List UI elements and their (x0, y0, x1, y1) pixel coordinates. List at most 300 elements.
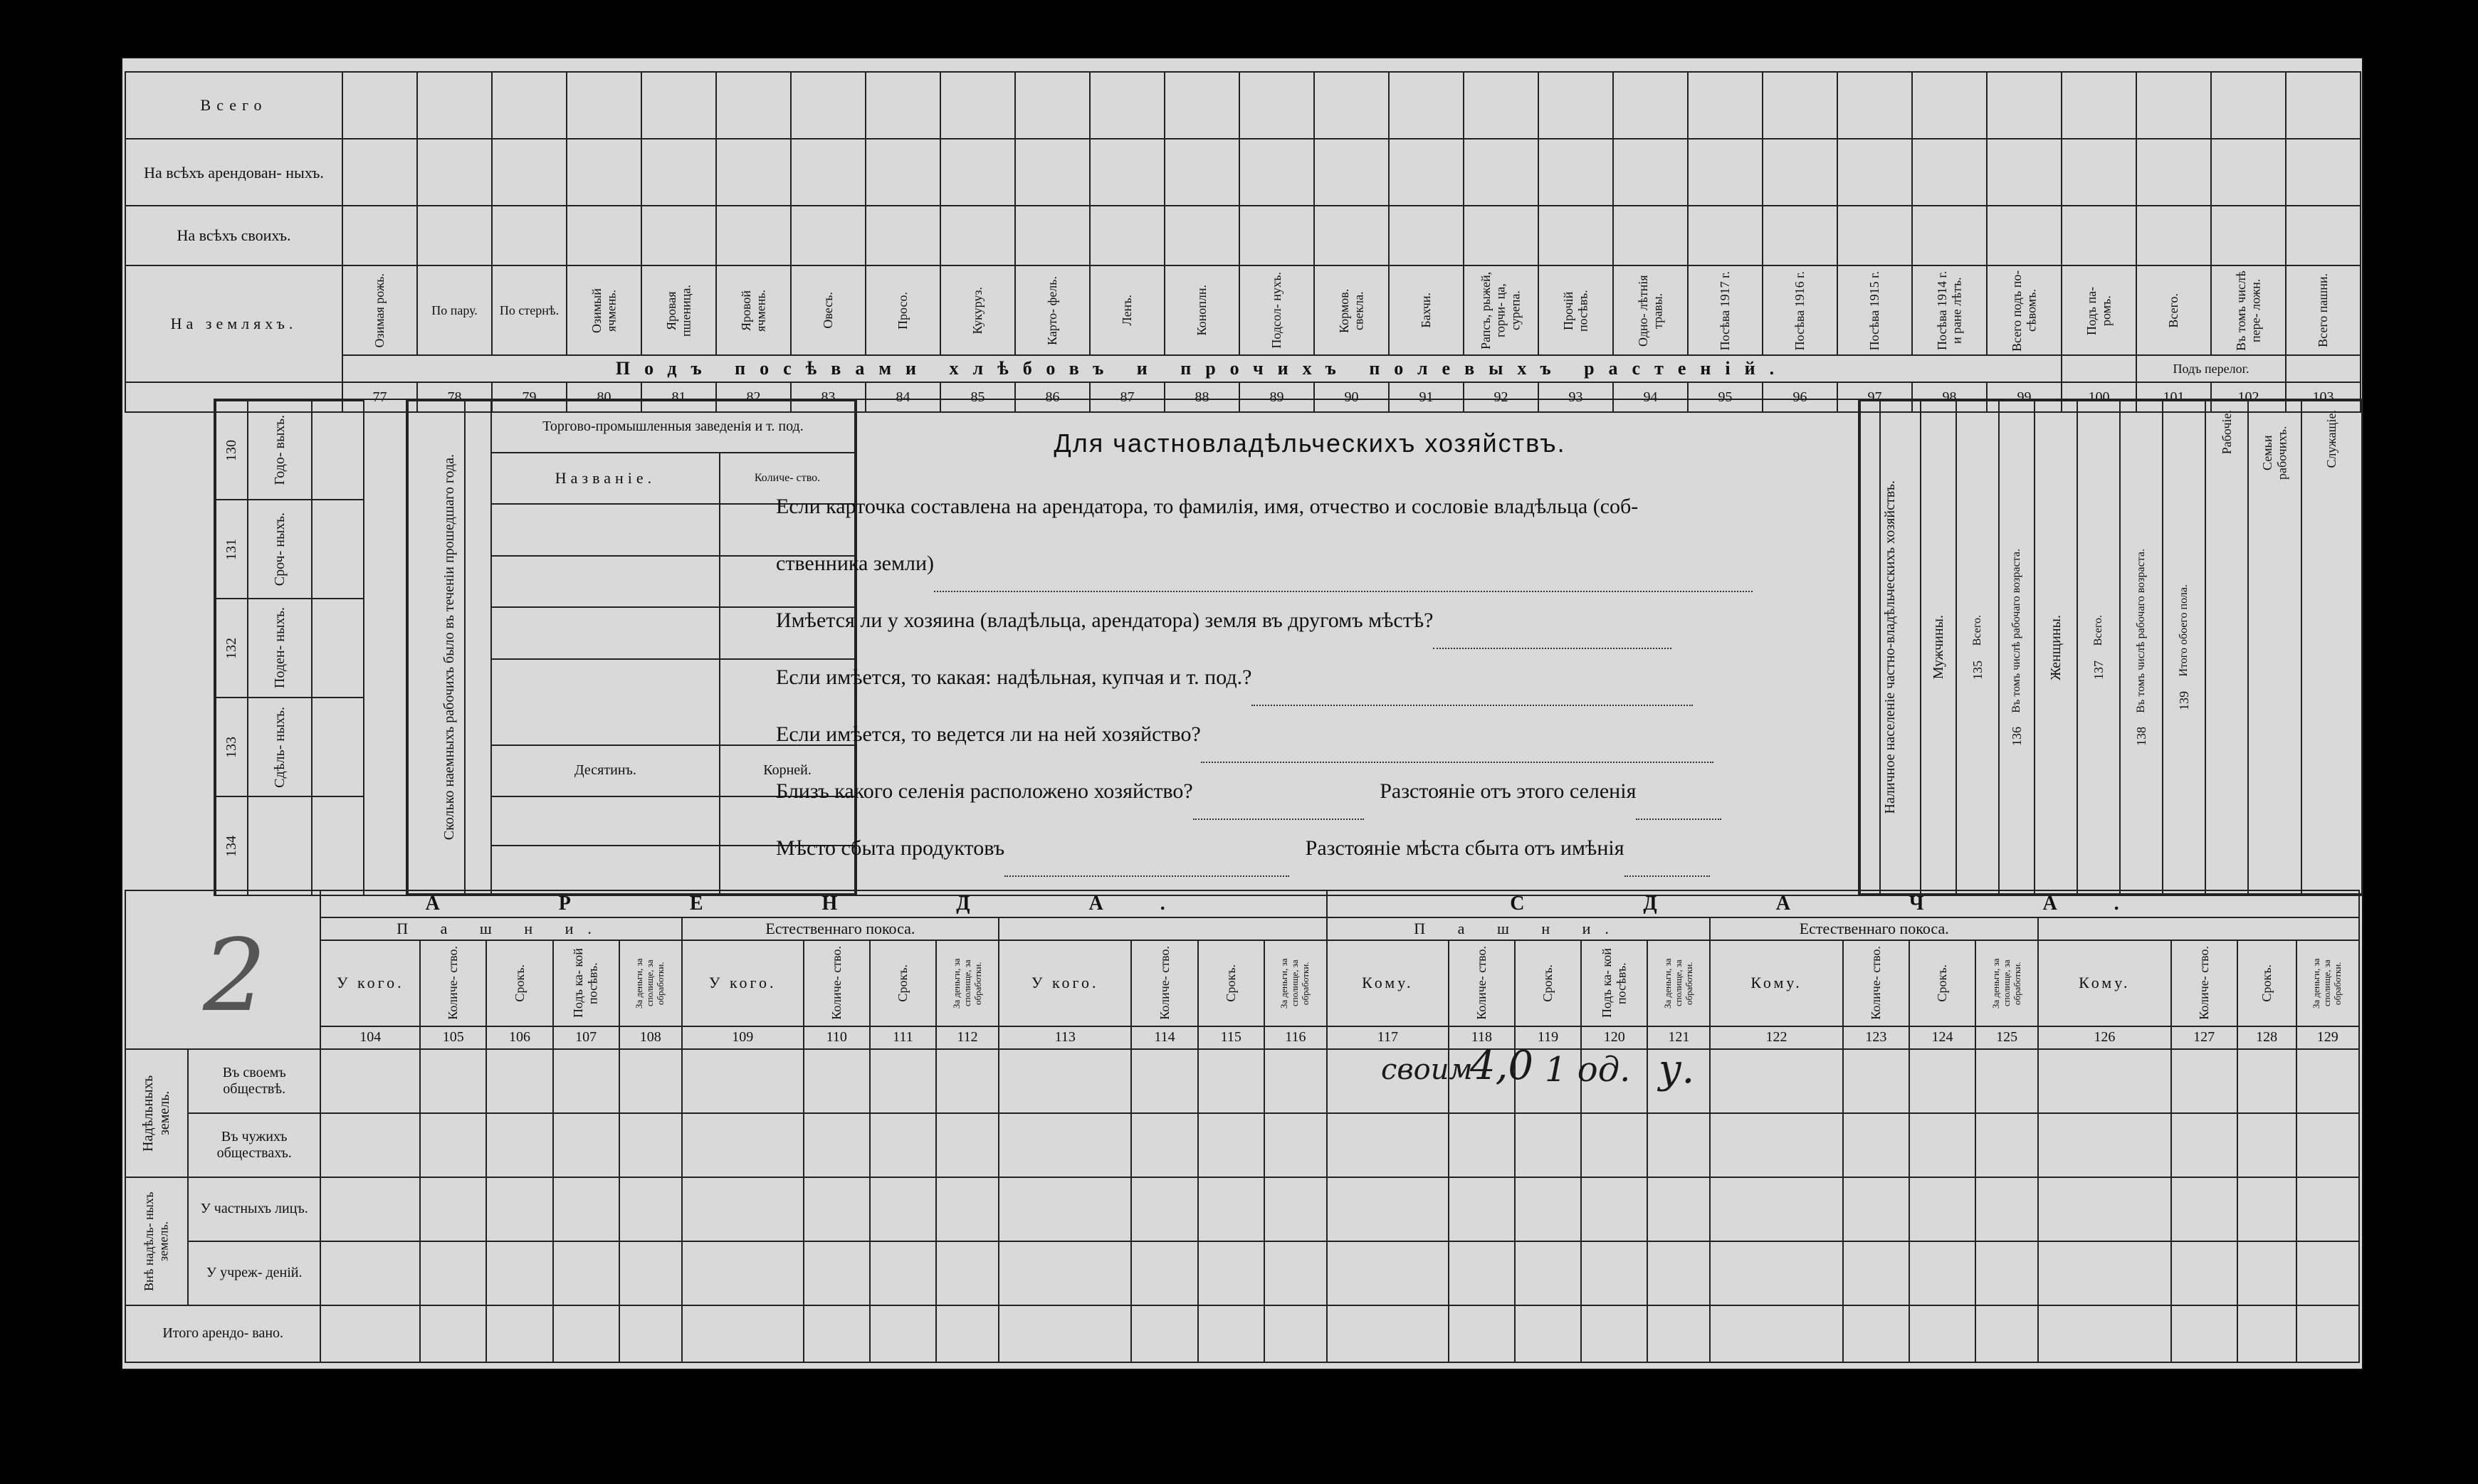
lease-col-label: Подъ ка- кой посѣвъ. (1600, 948, 1629, 1018)
lease-col-number: 128 (2237, 1026, 2296, 1049)
crop-cell[interactable] (1763, 139, 1837, 206)
lease-cell[interactable] (1264, 1177, 1327, 1241)
lease-cell[interactable] (1710, 1305, 1842, 1362)
lease-cell[interactable] (1909, 1113, 1975, 1177)
crop-cell[interactable] (1015, 72, 1090, 139)
lease-cell[interactable] (1909, 1177, 1975, 1241)
lease-cell[interactable] (2171, 1113, 2237, 1177)
lease-cell[interactable] (553, 1049, 619, 1113)
lease-col-header (553, 940, 619, 1026)
crop-col-label: Карто- фель. (1045, 275, 1060, 345)
lease-cell[interactable] (870, 1241, 936, 1305)
lease-cell[interactable] (320, 1241, 420, 1305)
crop-cell[interactable] (716, 206, 791, 265)
worker-value[interactable] (312, 401, 364, 500)
lease-cell[interactable] (1449, 1241, 1515, 1305)
crop-row-label: На всѣхъ своихъ. (125, 206, 342, 265)
handwritten-kolichestvo: 4,0 (1470, 1043, 1534, 1089)
lease-cell[interactable] (1449, 1113, 1515, 1177)
lease-cell[interactable] (1327, 1241, 1449, 1305)
lease-cell[interactable] (1843, 1305, 1909, 1362)
lease-cell[interactable] (1198, 1305, 1264, 1362)
lease-cell[interactable] (1710, 1177, 1842, 1241)
lease-cell[interactable] (1647, 1113, 1710, 1177)
lease-cell[interactable] (936, 1177, 999, 1241)
crop-col-header (1613, 265, 1688, 356)
perelog-group: Подъ перелог. (2136, 355, 2286, 382)
crop-cell[interactable] (342, 206, 417, 265)
lease-col-header: Кому. (1710, 940, 1842, 1026)
lease-cell[interactable] (1449, 1177, 1515, 1241)
lease-cell[interactable] (486, 1113, 552, 1177)
lease-cell[interactable] (553, 1305, 619, 1362)
lease-cell[interactable] (2038, 1049, 2170, 1113)
other-land-answer[interactable] (1433, 632, 1671, 649)
lease-cell[interactable] (1975, 1177, 2038, 1241)
crop-cell[interactable] (1314, 139, 1389, 206)
orchard-desyatin[interactable] (491, 796, 720, 845)
crop-cell[interactable] (1165, 139, 1239, 206)
lease-cell[interactable] (2171, 1305, 2237, 1362)
lease-cell[interactable] (1449, 1305, 1515, 1362)
crop-cell[interactable] (567, 206, 641, 265)
staff-col-label: Рабочiе. (2219, 410, 2234, 455)
crop-cell[interactable] (2136, 139, 2211, 206)
crop-col-label: Посѣва 1914 г. и ране лѣтъ. (1934, 270, 1964, 350)
lease-cell[interactable] (619, 1113, 682, 1177)
lease-cell[interactable] (1131, 1305, 1197, 1362)
pokos-group-header: Естественнаго покоса. (1710, 917, 2038, 940)
crop-cell[interactable] (940, 139, 1015, 206)
crop-cell[interactable] (1837, 206, 1912, 265)
crop-cell[interactable] (1688, 72, 1763, 139)
lease-cell[interactable] (999, 1241, 1131, 1305)
pop-col-label: Въ томъ числѣ рабочаго возраста. (2010, 548, 2022, 713)
lease-cell[interactable] (1327, 1305, 1449, 1362)
pop-col (1999, 401, 2035, 894)
crop-cell[interactable] (1090, 139, 1165, 206)
lease-col-label: Срокъ. (1540, 964, 1555, 1002)
lease-cell[interactable] (1327, 1177, 1449, 1241)
crop-cell[interactable] (1912, 139, 1987, 206)
crop-cell[interactable] (1538, 206, 1613, 265)
lease-cell[interactable] (870, 1049, 936, 1113)
lease-cell[interactable] (804, 1305, 870, 1362)
lease-cell[interactable] (2171, 1241, 2237, 1305)
trade-name-header: Названiе. (491, 453, 720, 505)
lease-cell[interactable] (2038, 1241, 2170, 1305)
worker-col-label-cell (248, 796, 312, 895)
trade-row[interactable] (491, 659, 720, 745)
lease-cell[interactable] (682, 1177, 804, 1241)
worker-value[interactable] (312, 698, 364, 796)
lease-cell[interactable] (1975, 1241, 2038, 1305)
lease-cell[interactable] (1710, 1241, 1842, 1305)
market-answer[interactable] (1004, 860, 1289, 877)
pop-col (2077, 401, 2120, 894)
handwritten-komu: своим (1381, 1053, 1473, 1086)
lease-cell[interactable] (320, 1113, 420, 1177)
lease-cell[interactable] (553, 1113, 619, 1177)
lease-cell[interactable] (1131, 1113, 1197, 1177)
worker-value[interactable] (312, 599, 364, 698)
crop-col-label: Посѣва 1916 г. (1792, 270, 1807, 350)
lease-col-label: За деньги, за сполище, за обработки. (950, 957, 983, 1009)
crop-cell[interactable] (866, 206, 940, 265)
lease-cell[interactable] (1975, 1049, 2038, 1113)
lease-cell[interactable] (2296, 1305, 2359, 1362)
lease-cell[interactable] (1843, 1113, 1909, 1177)
private-title: Для частновладѣльческихъ хозяйствъ. (1054, 428, 1566, 458)
worker-col-number (216, 796, 248, 895)
owner-answer[interactable] (934, 575, 1753, 592)
lease-cell[interactable] (1647, 1177, 1710, 1241)
crop-cell[interactable] (1763, 206, 1837, 265)
lease-col-header (1843, 940, 1909, 1026)
lease-col-header (1198, 940, 1264, 1026)
market-distance-answer[interactable] (1624, 860, 1710, 877)
lease-cell[interactable] (420, 1113, 486, 1177)
lease-cell[interactable] (2038, 1177, 2170, 1241)
lease-cell[interactable] (1198, 1177, 1264, 1241)
crop-cell[interactable] (1090, 72, 1165, 139)
crop-cell[interactable] (492, 139, 567, 206)
crop-cell[interactable] (716, 72, 791, 139)
crop-cell[interactable] (2286, 139, 2361, 206)
lease-cell[interactable] (1843, 1241, 1909, 1305)
village-distance-answer[interactable] (1636, 803, 1721, 820)
lease-cell[interactable] (2038, 1113, 2170, 1177)
crop-col-header (1837, 265, 1912, 356)
lease-cell[interactable] (2171, 1177, 2237, 1241)
crop-cell[interactable] (417, 206, 492, 265)
crop-cell[interactable] (1912, 206, 1987, 265)
lease-cell[interactable] (870, 1305, 936, 1362)
lease-cell[interactable] (2296, 1241, 2359, 1305)
crop-cell[interactable] (2062, 206, 2136, 265)
crop-col-label: Ленъ. (1120, 295, 1135, 326)
lease-cell[interactable] (1515, 1113, 1581, 1177)
lease-cell[interactable] (2237, 1177, 2296, 1241)
lease-col-label: За деньги, за сполище, за обработки. (1661, 957, 1694, 1009)
crop-cell[interactable] (2062, 72, 2136, 139)
lease-cell[interactable] (1131, 1049, 1197, 1113)
crop-cell[interactable] (1015, 139, 1090, 206)
worker-num: 132 (224, 637, 239, 659)
lease-col-number: 108 (619, 1026, 682, 1049)
lease-cell[interactable] (420, 1305, 486, 1362)
lease-cell[interactable] (2296, 1113, 2359, 1177)
lease-cell[interactable] (1264, 1305, 1327, 1362)
farming-answer[interactable] (1201, 746, 1713, 763)
q-near-village: Близъ какого селенiя расположено хозяйство? (776, 779, 1193, 803)
lease-cell[interactable] (619, 1049, 682, 1113)
crop-cell[interactable] (1538, 139, 1613, 206)
lease-cell[interactable] (420, 1241, 486, 1305)
lease-cell[interactable] (1198, 1241, 1264, 1305)
lease-cell[interactable] (870, 1177, 936, 1241)
lease-cell[interactable] (1909, 1049, 1975, 1113)
lease-cell[interactable] (1710, 1113, 1842, 1177)
lease-cell[interactable] (553, 1177, 619, 1241)
crop-cell[interactable] (2286, 206, 2361, 265)
lease-cell[interactable] (2237, 1113, 2296, 1177)
crop-cell[interactable] (2211, 206, 2286, 265)
crop-cell[interactable] (2286, 72, 2361, 139)
crop-cell[interactable] (1538, 72, 1613, 139)
lease-cell[interactable] (420, 1177, 486, 1241)
lease-cell[interactable] (1131, 1177, 1197, 1241)
worker-label: Сдѣль- ныхъ. (271, 706, 288, 788)
worker-col-number (216, 698, 248, 796)
lease-col-number: 123 (1843, 1026, 1909, 1049)
crop-cell[interactable] (1090, 206, 1165, 265)
trade-row[interactable] (491, 607, 720, 659)
lease-cell[interactable] (2237, 1241, 2296, 1305)
lease-col-number: 109 (682, 1026, 804, 1049)
crop-cell[interactable] (417, 72, 492, 139)
lease-col-number: 126 (2038, 1026, 2170, 1049)
lease-cell[interactable] (1710, 1049, 1842, 1113)
crop-cell[interactable] (641, 206, 716, 265)
crop-col-header (1165, 265, 1239, 356)
crop-row-label: Всего (125, 72, 342, 139)
lease-col-number: 115 (1198, 1026, 1264, 1049)
crop-cell[interactable] (1239, 206, 1314, 265)
crop-cell[interactable] (2136, 206, 2211, 265)
crop-col-number: 92 (1464, 382, 1538, 412)
crop-cell[interactable] (1165, 72, 1239, 139)
lease-cell[interactable] (420, 1049, 486, 1113)
crop-cell[interactable] (866, 72, 940, 139)
lease-cell[interactable] (486, 1305, 552, 1362)
crop-cell[interactable] (342, 72, 417, 139)
crop-cell[interactable] (1688, 206, 1763, 265)
crop-col-label: По пару. (431, 302, 478, 317)
lease-cell[interactable] (1909, 1305, 1975, 1362)
crop-col-number: 81 (641, 382, 716, 412)
crop-cell[interactable] (1987, 206, 2062, 265)
lease-cell[interactable] (1581, 1113, 1647, 1177)
lease-cell[interactable] (1131, 1241, 1197, 1305)
lease-cell[interactable] (1327, 1113, 1449, 1177)
staff-col (2248, 401, 2301, 894)
near-village-answer[interactable] (1193, 803, 1364, 820)
crop-cell[interactable] (1389, 139, 1464, 206)
lease-col-number: 120 (1581, 1026, 1647, 1049)
crop-cell[interactable] (641, 72, 716, 139)
lease-cell[interactable] (1909, 1241, 1975, 1305)
crop-cell[interactable] (866, 139, 940, 206)
worker-value[interactable] (312, 796, 364, 895)
lease-cell[interactable] (999, 1049, 1131, 1113)
lease-cell[interactable] (619, 1305, 682, 1362)
lease-cell[interactable] (1264, 1113, 1327, 1177)
crop-cell[interactable] (1165, 206, 1239, 265)
lease-cell[interactable] (1843, 1049, 1909, 1113)
crop-cell[interactable] (1314, 206, 1389, 265)
crop-cell[interactable] (1688, 139, 1763, 206)
lease-cell[interactable] (682, 1241, 804, 1305)
crop-cell[interactable] (1389, 206, 1464, 265)
pop-col-label: Всего. (1970, 615, 1983, 646)
lease-cell[interactable] (320, 1177, 420, 1241)
trade-qty-header: Количе- ство. (720, 453, 855, 505)
lease-cell[interactable] (1975, 1305, 2038, 1362)
lease-cell[interactable] (1647, 1305, 1710, 1362)
crop-cell[interactable] (940, 72, 1015, 139)
lease-cell[interactable] (804, 1177, 870, 1241)
crop-col-label: Бахчи. (1419, 293, 1434, 328)
lease-col-label: За деньги, за сполище, за обработки. (1990, 957, 2022, 1009)
crop-cell[interactable] (2062, 139, 2136, 206)
lease-cell[interactable] (1198, 1049, 1264, 1113)
land-type-answer[interactable] (1251, 689, 1693, 706)
lease-cell[interactable] (2237, 1305, 2296, 1362)
lease-col-number: 107 (553, 1026, 619, 1049)
lease-cell[interactable] (999, 1305, 1131, 1362)
lease-cell[interactable] (1515, 1241, 1581, 1305)
worker-value[interactable] (312, 500, 364, 599)
crop-cell[interactable] (2211, 72, 2286, 139)
crop-cell[interactable] (1763, 72, 1837, 139)
lease-col-header (1515, 940, 1581, 1026)
vnenadel-group-label: Внѣ надѣль- ныхъ земель. (142, 1191, 171, 1291)
pokos-group-header: Естественнаго покоса. (682, 917, 999, 940)
lease-cell[interactable] (936, 1113, 999, 1177)
crop-cell[interactable] (1389, 72, 1464, 139)
crop-cell[interactable] (1613, 206, 1688, 265)
crop-cell[interactable] (1015, 206, 1090, 265)
lease-cell[interactable] (936, 1241, 999, 1305)
trade-row[interactable] (491, 556, 720, 608)
lease-cell[interactable] (804, 1241, 870, 1305)
crop-cell[interactable] (940, 206, 1015, 265)
crop-cell[interactable] (1464, 206, 1538, 265)
lease-col-number: 106 (486, 1026, 552, 1049)
pop-col (1956, 401, 1999, 894)
crop-cell[interactable] (716, 139, 791, 206)
lease-col-number: 105 (420, 1026, 486, 1049)
lease-cell[interactable] (2296, 1177, 2359, 1241)
crop-cell[interactable] (1837, 139, 1912, 206)
crop-cell[interactable] (567, 139, 641, 206)
crop-cell[interactable] (1314, 72, 1389, 139)
crop-cell[interactable] (342, 139, 417, 206)
worker-col-label-cell (248, 401, 312, 500)
trade-row[interactable] (491, 504, 720, 556)
lease-cell[interactable] (619, 1177, 682, 1241)
crop-cell[interactable] (1239, 72, 1314, 139)
crop-cell[interactable] (2136, 72, 2211, 139)
lease-cell[interactable] (999, 1177, 1131, 1241)
crop-cell[interactable] (417, 139, 492, 206)
lease-cell[interactable] (486, 1049, 552, 1113)
lease-cell[interactable] (804, 1049, 870, 1113)
lease-cell[interactable] (936, 1305, 999, 1362)
population-row (1860, 401, 2362, 894)
crop-cell[interactable] (1987, 139, 2062, 206)
crop-cell[interactable] (1837, 72, 1912, 139)
crop-col-header (1538, 265, 1613, 356)
lease-cell[interactable] (682, 1049, 804, 1113)
lease-cell[interactable] (320, 1305, 420, 1362)
worker-num: 133 (224, 736, 239, 758)
lease-cell[interactable] (1581, 1177, 1647, 1241)
lease-cell[interactable] (682, 1305, 804, 1362)
q-other-land: Имѣется ли у хозяина (владѣльца, арендатора) земля въ другомъ мѣстѣ? (776, 609, 1434, 632)
lease-cell[interactable] (936, 1049, 999, 1113)
lease-cell[interactable] (553, 1241, 619, 1305)
crop-cell[interactable] (1613, 72, 1688, 139)
lease-cell[interactable] (486, 1177, 552, 1241)
crop-cell[interactable] (1464, 139, 1538, 206)
lease-cell[interactable] (2038, 1305, 2170, 1362)
lease-col-number: 127 (2171, 1026, 2237, 1049)
crop-cell[interactable] (1987, 72, 2062, 139)
lease-cell[interactable] (2296, 1049, 2359, 1113)
crop-cell[interactable] (791, 139, 866, 206)
women-label: Женщины. (2047, 614, 2064, 680)
lease-cell[interactable] (1647, 1241, 1710, 1305)
lease-cell[interactable] (999, 1113, 1131, 1177)
crop-cell[interactable] (2211, 139, 2286, 206)
population-side-cell (1860, 401, 1921, 894)
crop-cell[interactable] (567, 72, 641, 139)
lease-col-number: 129 (2296, 1026, 2359, 1049)
lease-col-number: 111 (870, 1026, 936, 1049)
lease-col-number: 121 (1647, 1026, 1710, 1049)
lease-cell[interactable] (1264, 1241, 1327, 1305)
lease-cell[interactable] (1198, 1113, 1264, 1177)
lease-cell[interactable] (1975, 1113, 2038, 1177)
lease-cell[interactable] (619, 1241, 682, 1305)
lease-col-label: Срокъ. (896, 964, 910, 1002)
crop-cell[interactable] (1464, 72, 1538, 139)
vineyard-desyatin[interactable] (491, 846, 720, 895)
lease-cell[interactable] (1515, 1305, 1581, 1362)
crop-cell[interactable] (791, 206, 866, 265)
crop-cell[interactable] (492, 72, 567, 139)
crop-cell[interactable] (1912, 72, 1987, 139)
crop-cell[interactable] (791, 72, 866, 139)
lease-cell[interactable] (320, 1049, 420, 1113)
lease-cell[interactable] (1264, 1049, 1327, 1113)
worker-col-label-cell (248, 500, 312, 599)
crop-cell[interactable] (492, 206, 567, 265)
lease-cell[interactable] (804, 1113, 870, 1177)
lease-cell[interactable] (1515, 1177, 1581, 1241)
worker-num: 130 (224, 439, 239, 461)
crop-cell[interactable] (641, 139, 716, 206)
crop-cell[interactable] (1239, 139, 1314, 206)
crop-header-row (125, 265, 2361, 356)
crop-col-label: Всего подъ по- сѣвомъ. (2009, 270, 2039, 352)
lease-cell[interactable] (486, 1241, 552, 1305)
lease-cell[interactable] (1843, 1177, 1909, 1241)
crop-col-label: Овесъ. (821, 292, 836, 330)
crop-cell[interactable] (1613, 139, 1688, 206)
crop-col-label: Просо. (896, 291, 910, 330)
lease-cell[interactable] (1581, 1305, 1647, 1362)
crop-col-label: Кукуруз. (970, 286, 985, 335)
lease-cell[interactable] (2237, 1049, 2296, 1113)
crop-col-label: Кормов. свекла. (1336, 288, 1366, 333)
lease-cell[interactable] (1581, 1241, 1647, 1305)
lease-cell[interactable] (682, 1113, 804, 1177)
lease-cell[interactable] (2171, 1049, 2237, 1113)
lease-cell[interactable] (870, 1113, 936, 1177)
